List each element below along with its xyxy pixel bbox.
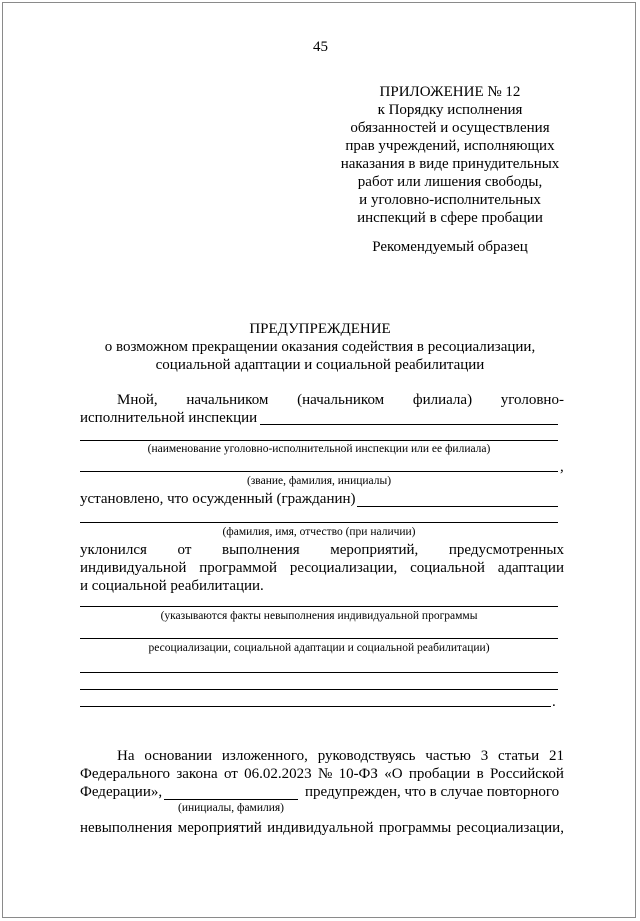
page-number: 45 <box>313 39 328 55</box>
caption-facts-2: ресоциализации, социальной адаптации и социальной реабилитации) <box>148 642 490 654</box>
inspection-name-field-2[interactable] <box>80 440 558 441</box>
appendix-line-6: и уголовно-исполнительных <box>359 192 541 208</box>
appendix-line-1: к Порядку исполнения <box>377 102 523 118</box>
caption-inspection: (наименование уголовно-исполнительной инспекции или ее филиала) <box>147 443 491 455</box>
basis-line-4: невыполнения мероприятий индивидуальной программы ресоциализации, <box>80 820 564 836</box>
program-line: индивидуальной программой ресоциализации, социальной адаптации <box>80 560 564 576</box>
facts-field-2[interactable] <box>80 638 558 639</box>
appendix-line-2: обязанностей и осуществления <box>350 120 550 136</box>
form-line-2-label: исполнительной инспекции <box>80 410 258 426</box>
document-subtitle-2: социальной адаптации и социальной реабилитации <box>155 357 485 373</box>
appendix-line-5: работ или лишения свободы, <box>357 174 543 190</box>
inspection-name-field[interactable] <box>260 424 558 425</box>
appendix-line-7: инспекций в сфере пробации <box>357 210 543 226</box>
initials-field[interactable] <box>164 799 298 800</box>
rank-name-field[interactable] <box>80 471 558 472</box>
convict-name-field-2[interactable] <box>80 522 558 523</box>
document-subtitle-1: о возможном прекращении оказания содействия в ресоциализации, <box>104 339 536 355</box>
basis-line-3-suffix: предупрежден, что в случае повторного <box>305 784 560 800</box>
document-title: ПРЕДУПРЕЖДЕНИЕ <box>249 321 391 337</box>
caption-initials: (инициалы, фамилия) <box>177 802 285 814</box>
facts-field-3[interactable] <box>80 672 558 673</box>
established-label: установлено, что осужденный (гражданин) <box>80 491 356 507</box>
caption-fio: (фамилия, имя, отчество (при наличии) <box>222 526 416 538</box>
facts-field-1[interactable] <box>80 606 558 607</box>
appendix-title: ПРИЛОЖЕНИЕ № 12 <box>379 84 521 100</box>
sample-note: Рекомендуемый образец <box>372 239 528 255</box>
appendix-line-4: наказания в виде принудительных <box>340 156 560 172</box>
facts-field-4[interactable] <box>80 689 558 690</box>
caption-facts: (указываются факты невыполнения индивидуальной программы <box>160 610 478 622</box>
caption-rank: (звание, фамилия, инициалы) <box>246 475 392 487</box>
evaded-line: уклонился от выполнения мероприятий, предусмотренных <box>80 542 564 558</box>
convict-name-field[interactable] <box>357 506 558 507</box>
rehab-line: и социальной реабилитации. <box>80 578 264 594</box>
facts-field-5[interactable] <box>80 706 551 707</box>
comma: , <box>560 459 564 475</box>
period: . <box>552 694 556 710</box>
basis-line-1: На основании изложенного, руководствуясь частью 3 статьи 21 <box>117 748 564 764</box>
form-line-1: Мной, начальником (начальником филиала) уголовно- <box>117 392 564 408</box>
basis-line-3-prefix: Федерации», <box>80 784 163 800</box>
basis-line-2: Федерального закона от 06.02.2023 № 10-ФЗ «О пробации в Российской <box>80 766 564 782</box>
appendix-line-3: прав учреждений, исполняющих <box>345 138 555 154</box>
